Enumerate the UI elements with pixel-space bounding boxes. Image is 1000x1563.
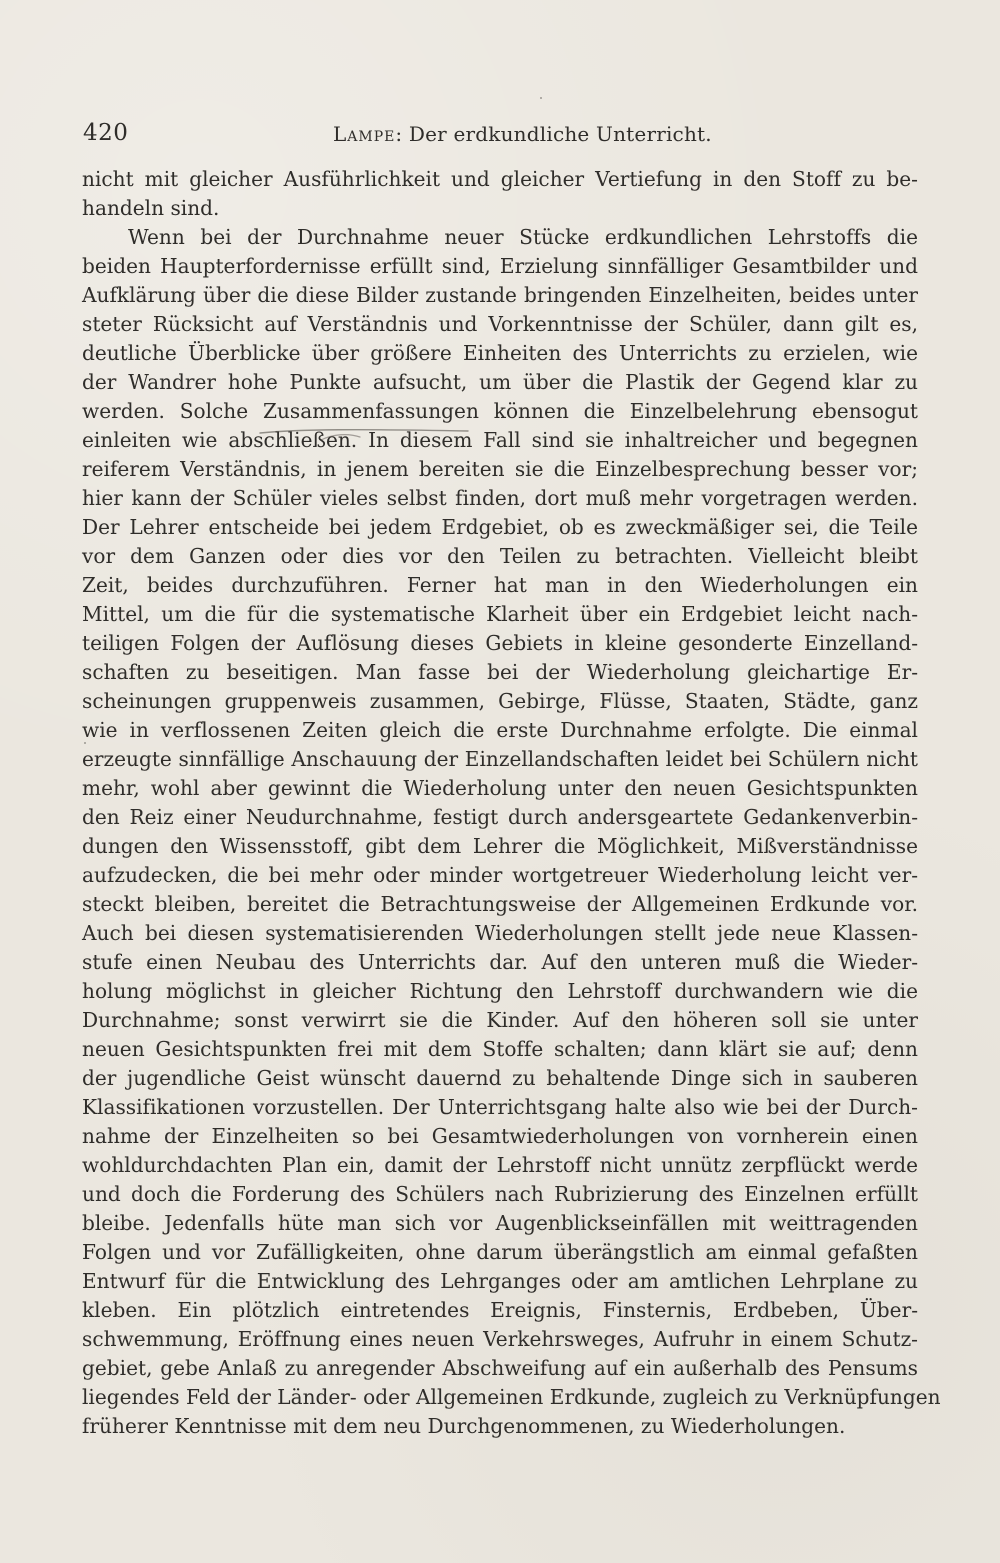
text-line: nahme der Einzelheiten so bei Gesamtwiederholungen von vornherein einen <box>82 1124 918 1148</box>
text-line: mehr, wohl aber gewinnt die Wiederholung unter den neuen Gesichtspunkten <box>82 776 918 800</box>
text-line: vor dem Ganzen oder dies vor den Teilen zu betrachten. Vielleicht bleibt <box>82 544 918 568</box>
text-line: erzeugte sinnfällige Anschauung der Einzellandschaften leidet bei Schülern nicht <box>82 747 918 771</box>
text-line: und doch die Forderung des Schülers nach Rubrizierung des Einzelnen erfüllt <box>82 1182 918 1206</box>
text-line: Durchnahme; sonst verwirrt sie die Kinder. Auf den höheren soll sie unter <box>82 1008 918 1032</box>
page-number: 420 <box>83 120 129 146</box>
text-line: Mittel, um die für die systematische Klarheit über ein Erdgebiet leicht nach- <box>82 602 918 626</box>
running-head-title: Der erdkundliche Unterricht. <box>408 122 712 146</box>
text-line: einleiten wie abschließen. In diesem Fall sind sie inhaltreicher und begegnen <box>82 428 918 452</box>
text-line: bleibe. Jedenfalls hüte man sich vor Augenblickseinfällen mit weittragenden <box>82 1211 918 1235</box>
text-line: werden. Solche Zusammenfassungen können die Einzelbelehrung ebensogut <box>82 399 918 423</box>
text-line: schwemmung, Eröffnung eines neuen Verkehrsweges, Aufruhr in einem Schutz- <box>82 1327 918 1351</box>
text-line: wohldurchdachten Plan ein, damit der Lehrstoff nicht unnütz zerpflückt werde <box>82 1153 918 1177</box>
text-line: nicht mit gleicher Ausführlichkeit und gleicher Vertiefung in den Stoff zu be- <box>82 167 918 191</box>
running-head-author: Lampe <box>333 122 396 146</box>
text-line: schaften zu beseitigen. Man fasse bei der Wiederholung gleichartige Er- <box>82 660 918 684</box>
running-head-separator: : <box>395 122 403 146</box>
text-line: neuen Gesichtspunkten frei mit dem Stoffe schalten; dann klärt sie auf; denn <box>82 1037 918 1061</box>
text-line: kleben. Ein plötzlich eintretendes Ereignis, Finsternis, Erdbeben, Über- <box>82 1298 918 1322</box>
text-line: Auch bei diesen systematisierenden Wiederholungen stellt jede neue Klassen- <box>82 921 918 945</box>
text-line: stufe einen Neubau des Unterrichts dar. Auf den unteren muß die Wieder- <box>82 950 918 974</box>
text-line: Wenn bei der Durchnahme neuer Stücke erdkundlichen Lehrstoffs die <box>128 225 918 249</box>
text-line: teiligen Folgen der Auflösung dieses Gebiets in kleine gesonderte Einzelland- <box>82 631 918 655</box>
text-line: der Wandrer hohe Punkte aufsucht, um über die Plastik der Gegend klar zu <box>82 370 918 394</box>
text-line: scheinungen gruppenweis zusammen, Gebirge, Flüsse, Staaten, Städte, ganz <box>82 689 918 713</box>
text-line: Zeit, beides durchzuführen. Ferner hat man in den Wiederholungen ein <box>82 573 918 597</box>
text-line: steckt bleiben, bereitet die Betrachtungsweise der Allgemeinen Erdkunde vor. <box>82 892 918 916</box>
text-line: deutliche Überblicke über größere Einheiten des Unterrichts zu erzielen, wie <box>82 341 918 365</box>
paper-speck <box>84 742 86 744</box>
text-line: steter Rücksicht auf Verständnis und Vorkenntnisse der Schüler, dann gilt es, <box>82 312 918 336</box>
text-line: Klassifikationen vorzustellen. Der Unterrichtsgang halte also wie bei der Durch- <box>82 1095 918 1119</box>
paper-speck <box>540 97 542 99</box>
text-line: Folgen und vor Zufälligkeiten, ohne darum überängstlich am einmal gefaßten <box>82 1240 918 1264</box>
body-text <box>82 165 941 1485</box>
text-line: liegendes Feld der Länder- oder Allgemeinen Erdkunde, zugleich zu Verknüpfungen <box>82 1385 941 1409</box>
text-line: beiden Haupterfordernisse erfüllt sind, Erzielung sinnfälliger Gesamtbilder und <box>82 254 918 278</box>
text-line: den Reiz einer Neudurchnahme, festigt durch andersgeartete Gedankenverbin- <box>82 805 918 829</box>
text-line: reiferem Verständnis, in jenem bereiten sie die Einzelbesprechung besser vor; <box>82 457 918 481</box>
text-line: Der Lehrer entscheide bei jedem Erdgebiet, ob es zweckmäßiger sei, die Teile <box>82 515 918 539</box>
text-line: der jugendliche Geist wünscht dauernd zu behaltende Dinge sich in sauberen <box>82 1066 918 1090</box>
text-line: wie in verflossenen Zeiten gleich die erste Durchnahme erfolgte. Die einmal <box>82 718 918 742</box>
text-line: hier kann der Schüler vieles selbst finden, dort muß mehr vorgetragen werden. <box>82 486 918 510</box>
running-head <box>333 122 712 146</box>
text-line: früherer Kenntnisse mit dem neu Durchgenommenen, zu Wiederholungen. <box>82 1414 846 1438</box>
text-line: aufzudecken, die bei mehr oder minder wortgetreuer Wiederholung leicht ver- <box>82 863 918 887</box>
text-line: dungen den Wissensstoff, gibt dem Lehrer die Möglichkeit, Mißverständnisse <box>82 834 918 858</box>
text-line: Entwurf für die Entwicklung des Lehrganges oder am amtlichen Lehrplane zu <box>82 1269 918 1293</box>
page-header <box>83 120 917 150</box>
text-line: gebiet, gebe Anlaß zu anregender Abschweifung auf ein außerhalb des Pensums <box>82 1356 918 1380</box>
text-line: holung möglichst in gleicher Richtung den Lehrstoff durchwandern wie die <box>82 979 918 1003</box>
text-line: handeln sind. <box>82 196 220 220</box>
text-line: Aufklärung über die diese Bilder zustande bringenden Einzelheiten, beides unter <box>82 283 918 307</box>
